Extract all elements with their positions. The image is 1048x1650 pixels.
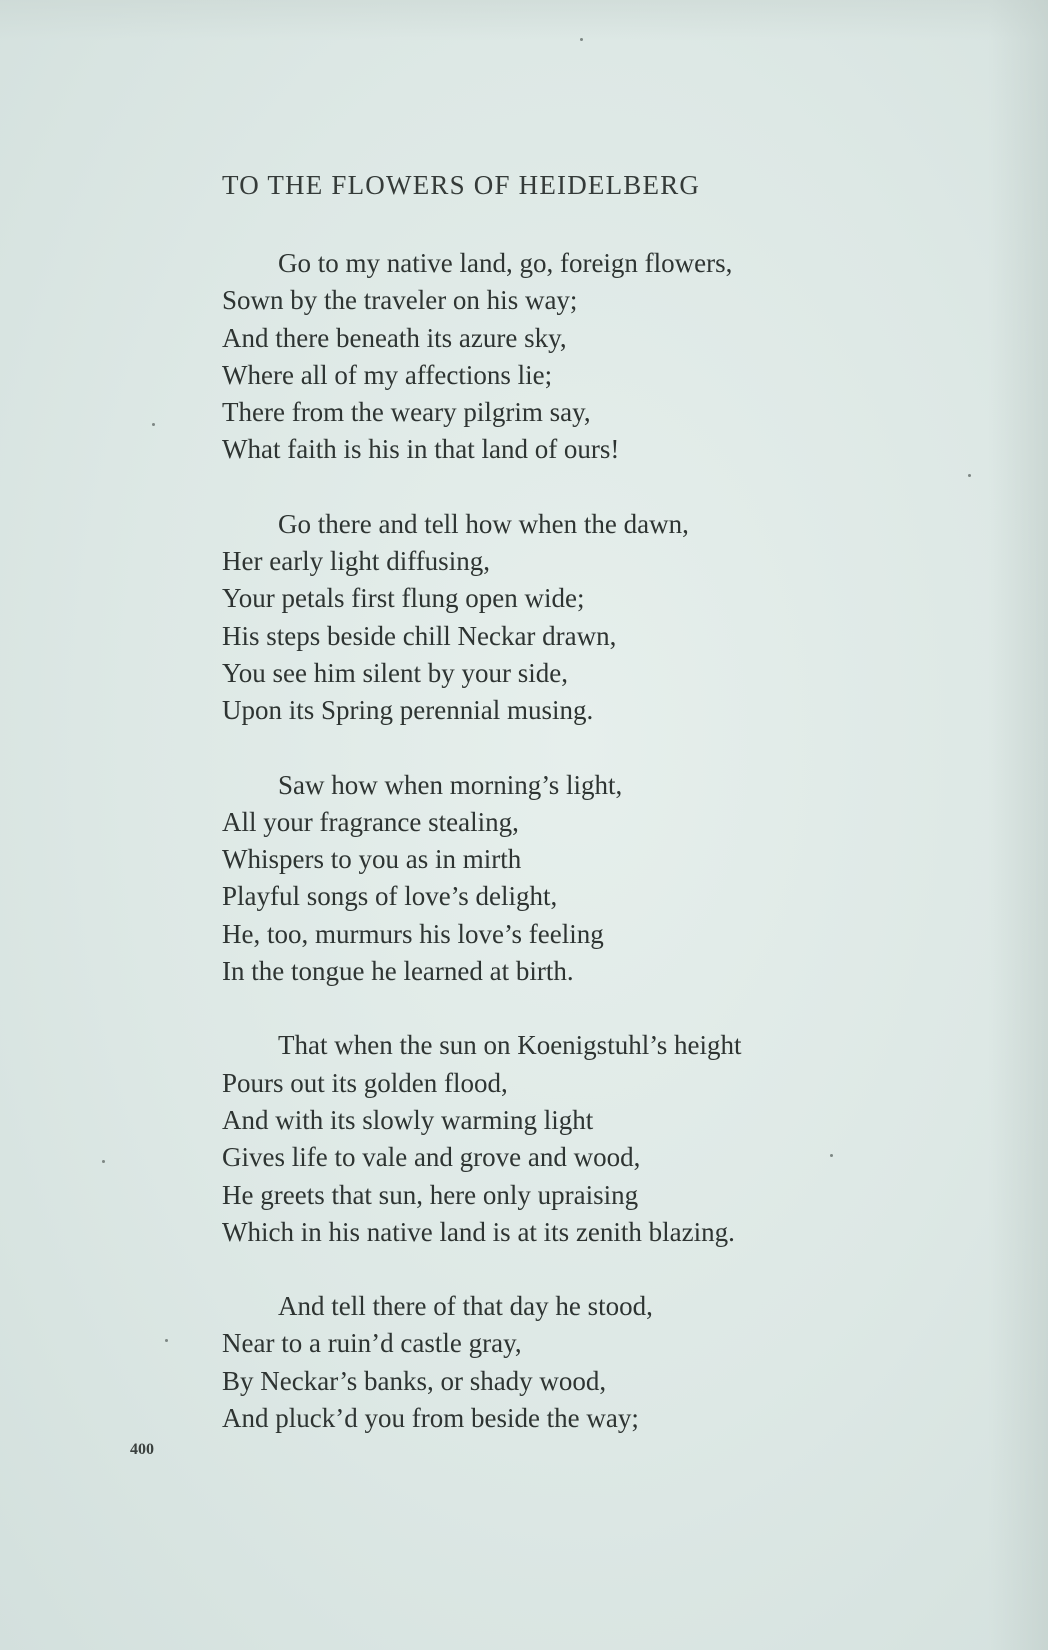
page-number: 400	[130, 1441, 154, 1458]
paper-speck	[580, 38, 583, 41]
poem-line: You see him silent by your side,	[222, 657, 569, 688]
poem-line: All your fragrance stealing,	[222, 806, 519, 837]
poem-line: Which in his native land is at its zenith blazing.	[222, 1216, 735, 1247]
poem-line: He, too, murmurs his love’s feeling	[222, 918, 604, 949]
poem-line: Upon its Spring perennial musing.	[222, 695, 594, 726]
poem-line: And with its slowly warming light	[222, 1104, 594, 1135]
poem-line: That when the sun on Koenigstuhl’s height	[278, 1030, 742, 1061]
poem-line: And pluck’d you from beside the way;	[222, 1403, 639, 1434]
paper-speck	[152, 423, 155, 426]
poem-line: Gives life to vale and grove and wood,	[222, 1142, 641, 1173]
stanza-2	[222, 506, 942, 730]
poem-line: Where all of my affections lie;	[222, 359, 553, 390]
poem-title: TO THE FLOWERS OF HEIDELBERG	[222, 170, 701, 200]
paper-speck	[102, 1160, 105, 1163]
poem-line: Whispers to you as in mirth	[222, 844, 522, 875]
page-edge-shading	[988, 0, 1048, 1650]
paper-speck	[830, 1154, 833, 1157]
paper-speck	[165, 1339, 168, 1342]
poem-line: Go to my native land, go, foreign flowers,	[278, 248, 733, 278]
poem-line: In the tongue he learned at birth.	[222, 956, 574, 987]
poem-body	[222, 245, 942, 1474]
poem-line: Go there and tell how when the dawn,	[278, 508, 689, 539]
stanza-1	[222, 245, 942, 469]
poem-line: Near to a ruin’d castle gray,	[222, 1328, 522, 1359]
poem-line: And tell there of that day he stood,	[278, 1291, 653, 1322]
poem-line: By Neckar’s banks, or shady wood,	[222, 1365, 607, 1396]
poem-line: His steps beside chill Neckar drawn,	[222, 620, 617, 651]
poem-line: And there beneath its azure sky,	[222, 322, 567, 353]
stanza-4	[222, 1027, 942, 1251]
page-top-shading	[0, 0, 1048, 40]
poem-line: Pours out its golden flood,	[222, 1067, 508, 1098]
poem-line: Your petals first flung open wide;	[222, 583, 585, 614]
poem-line: He greets that sun, here only upraising	[222, 1179, 639, 1210]
poem-line: Playful songs of love’s delight,	[222, 881, 558, 912]
stanza-3	[222, 767, 942, 991]
poem-line: What faith is his in that land of ours!	[222, 434, 620, 465]
poem-line: There from the weary pilgrim say,	[222, 397, 591, 428]
poem-line: Her early light diffusing,	[222, 546, 490, 577]
stanza-5	[222, 1288, 942, 1437]
paper-speck	[968, 474, 971, 477]
poem-line: Sown by the traveler on his way;	[222, 285, 578, 316]
poem-line: Saw how when morning’s light,	[278, 769, 623, 800]
